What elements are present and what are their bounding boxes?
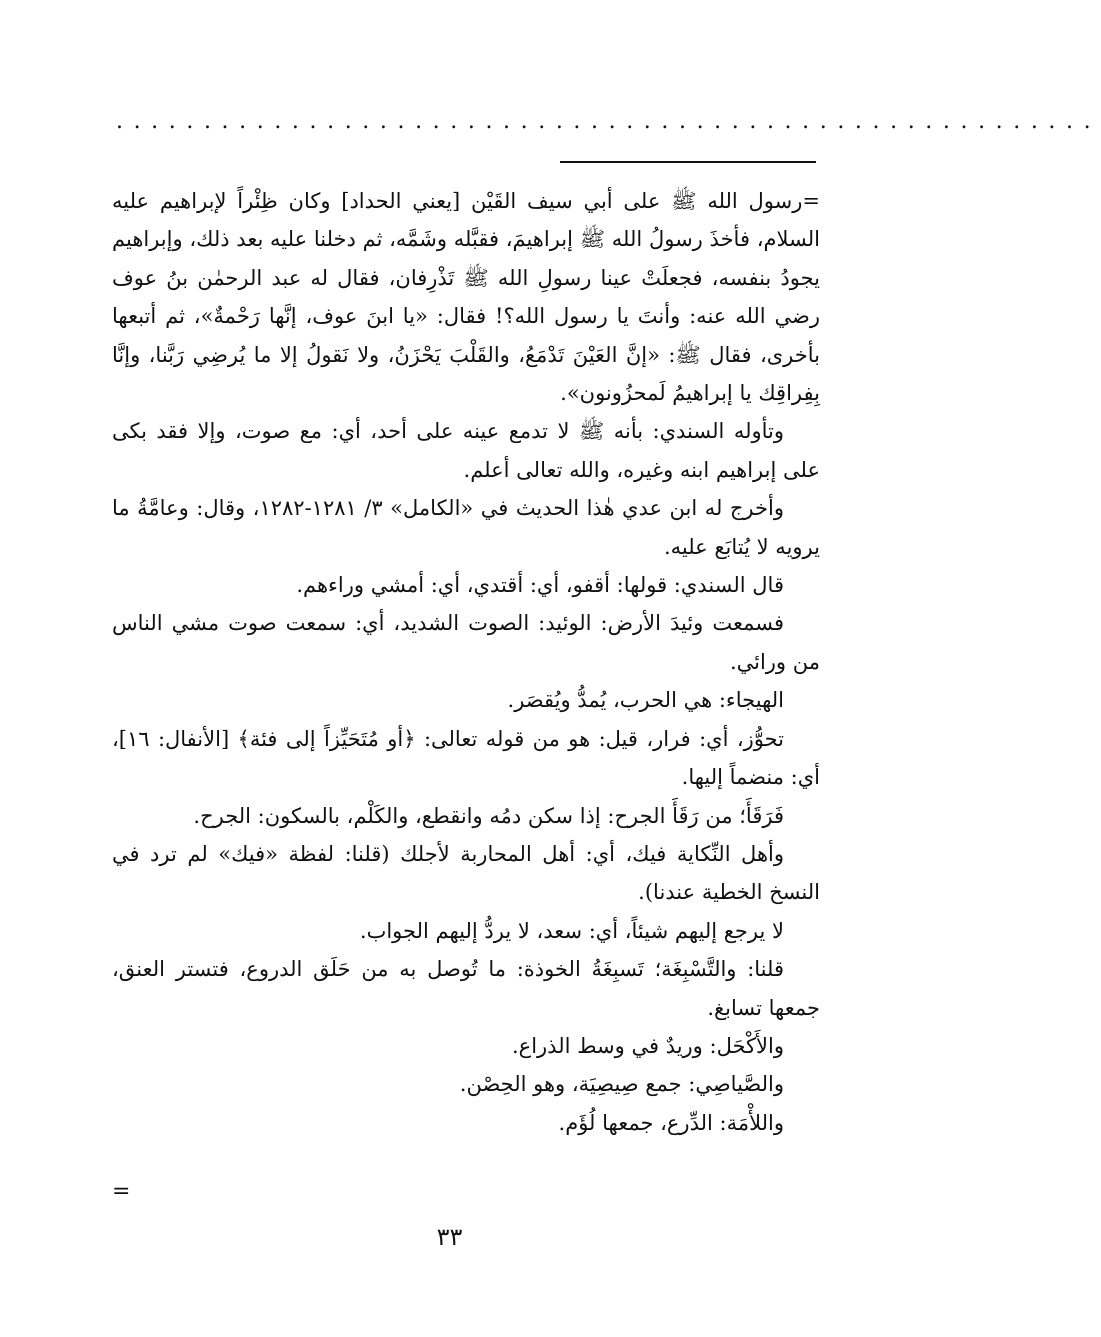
paragraph-tahawwuz-definition: تحوُّز، أي: فرار، قيل: هو من قوله تعالى: ﴿أو مُتَحَيِّزاً إلى فئة﴾ [الأنفال: ١٦]، أي: منضماً إليها. [112,726,820,790]
header-dotted-line: ........................................................ [116,109,1101,134]
paragraph-hadith-continuation: =رسول الله ﷺ على أبي سيف القَيْن [يعني الحداد] وكان ظِئْراً لإبراهيم عليه السلام، فأخذَ رسولُ الله ﷺ إبراهيمَ، فقبَّله وشَمَّه، ثم دخلنا عليه بعد ذلك، وإبراهيم يجودُ بنفسه، فجعلَتْ عينا رسولِ الله ﷺ تَذْرِفان، فقال له عبد الرحمٰن بنُ عوف رضي الله عنه: وأنتَ يا رسول الله؟! فقال: «يا ابنَ عوف، إنَّها رَحْمةٌ»، ثم أتبعها بأخرى، فقال ﷺ: «إنَّ العَيْنَ تَدْمَعُ، والقَلْبَ يَحْزَنُ، ولا نَقولُ إلا ما يُرضِي رَبَّنا، وإنَّا بِفِراقِك يا إبراهيمُ لَمحزُونون». [112,189,820,406]
paragraph-aqfu-definition: قال السندي: قولها: أقفو، أي: أقتدي، أي: أمشي وراءهم. [296,573,784,598]
paragraph-sayasi-definition: والصَّياصِي: جمع صِيصِيَة، وهو الحِصْن. [459,1072,784,1097]
footnote-separator-rule [560,161,816,163]
paragraph-yarjiu-definition: لا يرجع إليهم شيئاً، أي: سعد، لا يردُّ إليهم الجواب. [359,918,784,943]
paragraph-tasbigha-definition: قلنا: والتَّسْبِغَة؛ تَسبِغَةُ الخوذة: ما تُوصل به من حَلَق الدروع، فتستر العنق، جمعها تسابغ. [112,957,820,1020]
continuation-mark: = [112,1179,131,1204]
paragraph-raqa-definition: فَرَقَأَ؛ من رَقَأَ الجرح: إذا سكن دمُه وانقطع، والكَلْم، بالسكون: الجرح. [193,803,784,828]
paragraph-lama-definition: واللأْمَة: الدِّرع، جمعها لُؤَم. [558,1110,784,1135]
paragraph-ibn-adi-reference: وأخرج له ابن عدي هٰذا الحديث في «الكامل» ٣/ ١٢٨١-١٢٨٢، وقال: وعامَّةُ ما يرويه لا يُتابَع عليه. [112,496,820,559]
footnote-body [112,182,820,1142]
paragraph-nikaya-definition: وأهل النِّكاية فيك، أي: أهل المحاربة لأجلك (قلنا: لفظة «فيك» لم ترد في النسخ الخطية عندنا). [112,841,820,905]
paragraph-akhal-definition: والأَكْحَل: وريدٌ في وسط الذراع. [512,1033,784,1058]
paragraph-sindi-interpretation: وتأوله السندي: بأنه ﷺ لا تدمع عينه على أحد، أي: مع صوت، وإلا فقد بكى على إبراهيم ابنه وغيره، والله تعالى أعلم. [112,419,820,482]
page-number: ٣٣ [436,1223,463,1251]
paragraph-hayja-definition: الهيجاء: هي الحرب، يُمدُّ ويُقصَر. [507,688,784,713]
paragraph-waid-definition: فسمعت وئيدَ الأرض: الوئيد: الصوت الشديد، أي: سمعت صوت مشي الناس من ورائي. [112,611,820,674]
